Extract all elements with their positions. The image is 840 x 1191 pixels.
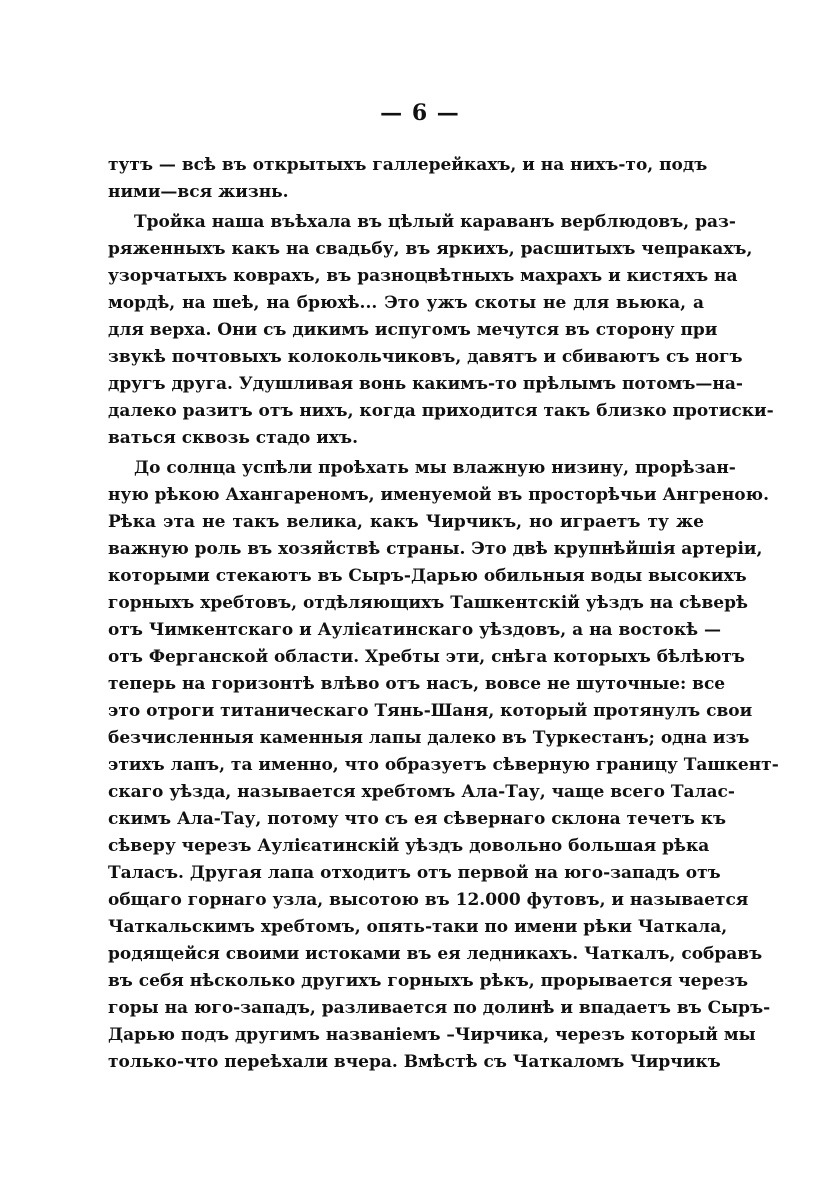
- text-line: ними—вся жизнь.: [108, 182, 289, 202]
- text-line: которыми стекаютъ въ Сыръ-Дарью обильныя воды высокихъ: [108, 566, 747, 586]
- text-line: Таласъ. Другая лапа отходитъ отъ первой на юго-западъ отъ: [108, 863, 721, 883]
- text-line: скимъ Ала-Тау, потому что съ ея сѣвернаго склона течетъ къ: [108, 809, 727, 829]
- text-line: далеко разитъ отъ нихъ, когда приходится такъ близко протиски-: [108, 401, 774, 421]
- text-line: звукѣ почтовыхъ колокольчиковъ, давятъ и сбиваютъ съ ногъ: [108, 347, 743, 367]
- text-line: для верха. Они съ дикимъ испугомъ мечутся въ сторону при: [108, 320, 718, 340]
- text-line: горы на юго-западъ, разливается по долинѣ и впадаетъ въ Сыръ-: [108, 998, 771, 1018]
- text-line: Тройка наша въѣхала въ цѣлый караванъ верблюдовъ, раз-: [134, 212, 736, 232]
- page-number: — 6 —: [380, 100, 460, 126]
- text-line: въ себя нѣсколько другихъ горныхъ рѣкъ, прорывается черезъ: [108, 971, 749, 991]
- text-line: Рѣка эта не такъ велика, какъ Чирчикъ, но играетъ ту же: [108, 512, 704, 532]
- text-line: теперь на горизонтѣ влѣво отъ насъ, вовсе не шуточные: все: [108, 674, 726, 694]
- text-line: Дарью подъ другимъ названіемъ –Чирчика, черезъ который мы: [108, 1025, 756, 1045]
- page-text: [108, 152, 779, 1076]
- text-line: отъ Ферганской области. Хребты эти, снѣга которыхъ бѣлѣютъ: [108, 647, 745, 667]
- text-line: Чаткальскимъ хребтомъ, опять-таки по имени рѣки Чаткала,: [108, 917, 728, 937]
- text-line: До солнца успѣли проѣхать мы влажную низину, прорѣзан-: [134, 458, 736, 478]
- text-line: другъ друга. Удушливая вонь какимъ-то прѣлымъ потомъ—на-: [108, 374, 743, 394]
- paragraph-2: [108, 209, 774, 452]
- text-line: тутъ — всѣ въ открытыхъ галлерейкахъ, и на нихъ-то, подъ: [108, 155, 708, 175]
- text-line: мордѣ, на шеѣ, на брюхѣ... Это ужъ скоты не для вьюка, а: [108, 293, 704, 313]
- text-line: родящейся своими истоками въ ея ледникахъ. Чаткалъ, собравъ: [108, 944, 763, 964]
- text-line: ваться сквозь стадо ихъ.: [108, 428, 359, 448]
- text-line: этихъ лапъ, та именно, что образуетъ сѣверную границу Ташкент-: [108, 755, 779, 775]
- text-line: горныхъ хребтовъ, отдѣляющихъ Ташкентскій уѣздъ на сѣверѣ: [108, 593, 748, 613]
- text-line: ряженныхъ какъ на свадьбу, въ яркихъ, расшитыхъ чепракахъ,: [108, 239, 753, 259]
- text-line: безчисленныя каменныя лапы далеко въ Туркестанъ; одна изъ: [108, 728, 750, 748]
- text-line: ную рѣкою Ахангареномъ, именуемой въ просторѣчьи Ангреною.: [108, 485, 769, 505]
- paragraph-3: [108, 455, 779, 1076]
- text-line: скаго уѣзда, называется хребтомъ Ала-Тау, чаще всего Талас-: [108, 782, 735, 802]
- paragraph-1: [108, 152, 708, 206]
- text-line: общаго горнаго узла, высотою въ 12.000 футовъ, и называется: [108, 890, 749, 910]
- text-line: сѣверу черезъ Аулієатинскій уѣздъ довольно большая рѣка: [108, 836, 710, 856]
- text-line: важную роль въ хозяйствѣ страны. Это двѣ крупнѣйшія артеріи,: [108, 539, 763, 559]
- text-line: узорчатыхъ коврахъ, въ разноцвѣтныхъ махрахъ и кистяхъ на: [108, 266, 738, 286]
- text-line: отъ Чимкентскаго и Аулієатинскаго уѣздовъ, а на востокѣ —: [108, 620, 721, 640]
- text-line: это отроги титаническаго Тянь-Шаня, который протянулъ свои: [108, 701, 753, 721]
- text-line: только-что переѣхали вчера. Вмѣстѣ съ Чаткаломъ Чирчикъ: [108, 1052, 721, 1072]
